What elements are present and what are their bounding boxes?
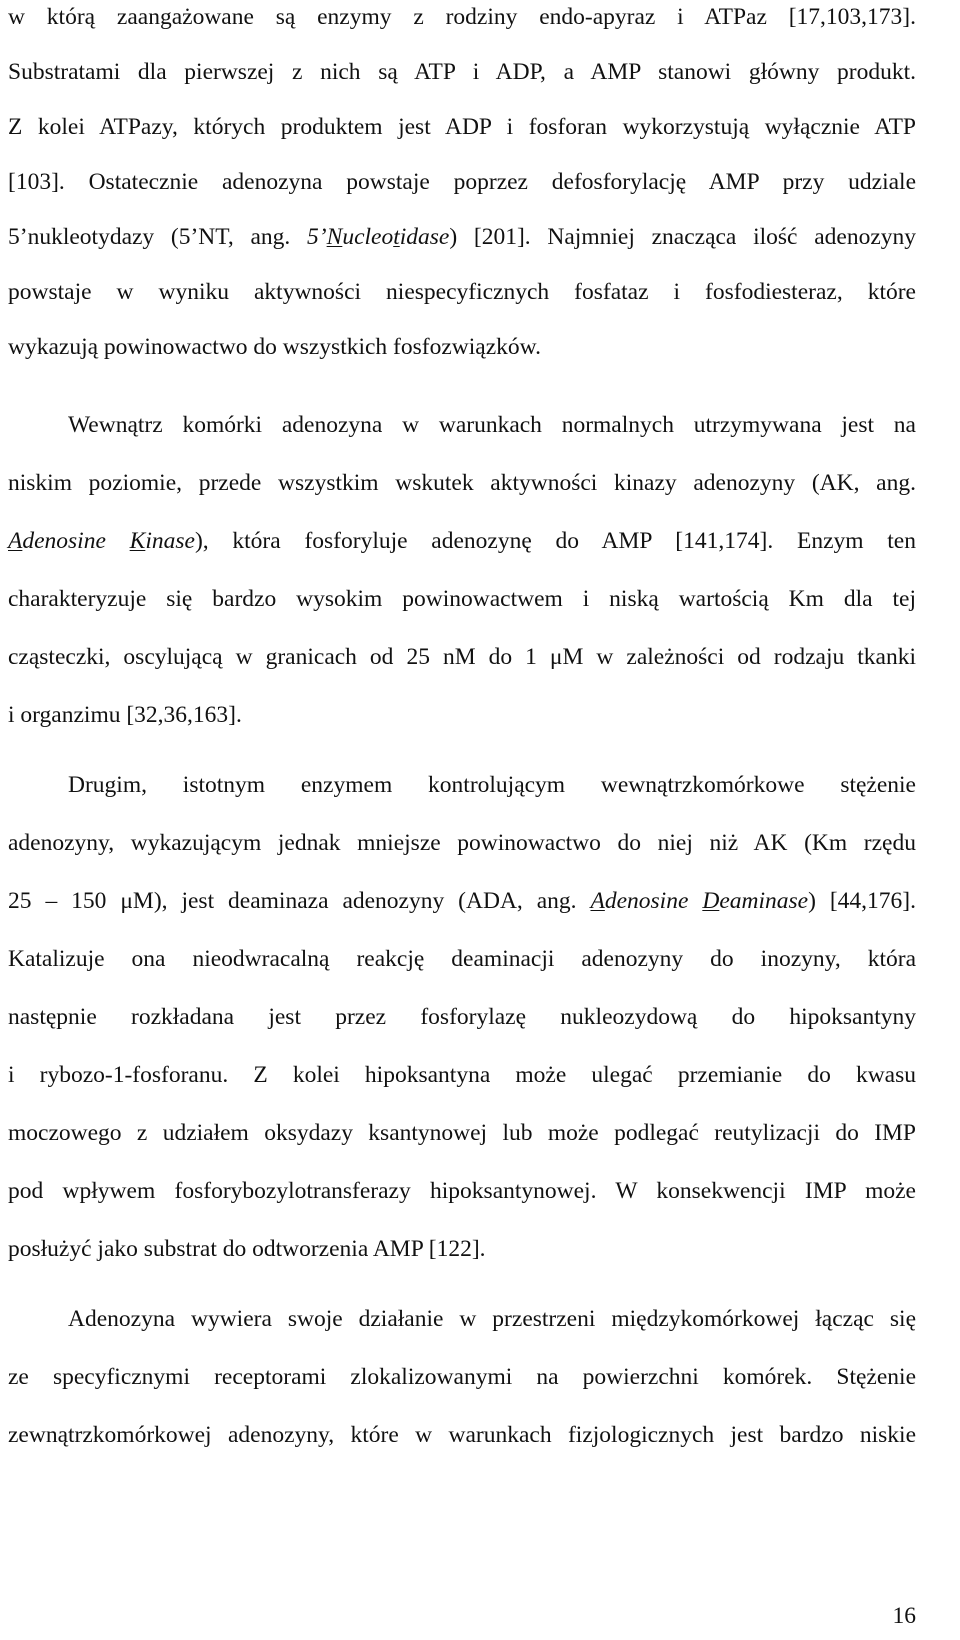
text-segment: 5’ (307, 224, 327, 250)
text-segment: Substratami dla pierwszej z nich są ATP i ADP, a AMP stanowi główny produkt. (8, 59, 916, 85)
text-line (8, 1002, 916, 1032)
text-segment: posłużyć jako substrat do odtworzenia AMP [122]. (8, 1236, 486, 1262)
text-segment: N (326, 224, 343, 250)
page-number: 16 (892, 1603, 916, 1629)
text-segment: denosine (22, 528, 130, 554)
text-segment: idase (399, 224, 450, 250)
text-segment: 25 – 150 μM), jest deaminaza adenozyny (ADA, ang. (8, 888, 591, 914)
text-segment: zewnątrzkomórkowej adenozyny, które w warunkach fizjologicznych jest bardzo niskie (8, 1422, 916, 1448)
text-segment: inase (145, 528, 195, 554)
text-segment: denosine (604, 888, 703, 914)
text-line (8, 222, 916, 252)
text-segment: ) [44,176]. (808, 888, 916, 914)
text-segment: cząsteczki, oscylującą w granicach od 25 nM do 1 μM w zależności od rodzaju tkanki (8, 644, 916, 670)
text-segment: t (393, 224, 400, 250)
text-segment: w którą zaangażowane są enzymy z rodziny endo-apyraz i ATPaz [17,103,173]. (8, 4, 916, 30)
text-line (8, 468, 916, 498)
text-segment: niskim poziomie, przede wszystkim wskutek aktywności kinazy adenozyny (AK, ang. (8, 470, 916, 496)
text-segment: ze specyficznymi receptorami zlokalizowanymi na powierzchni komórek. Stężenie (8, 1364, 916, 1390)
text-line (8, 700, 916, 730)
text-line (8, 526, 916, 556)
text-segment: ), która fosforyluje adenozynę do AMP [141,174]. Enzym ten (194, 528, 916, 554)
text-line (8, 828, 916, 858)
text-line (68, 1304, 916, 1334)
text-segment: [103]. Ostatecznie adenozyna powstaje poprzez defosforylację AMP przy udziale (8, 169, 916, 195)
text-segment: moczowego z udziałem oksydazy ksantynowej lub może podlegać reutylizacji do IMP (8, 1120, 916, 1146)
text-segment: i rybozo-1-fosforanu. Z kolei hipoksantyna może ulegać przemianie do kwasu (8, 1062, 916, 1088)
text-segment: wykazują powinowactwo do wszystkich fosfozwiązków. (8, 334, 541, 360)
text-line (8, 112, 916, 142)
text-segment: Adenozyna wywiera swoje działanie w przestrzeni międzykomórkowej łącząc się (68, 1306, 916, 1332)
text-line (8, 2, 916, 32)
text-line (8, 886, 916, 916)
text-segment: Drugim, istotnym enzymem kontrolującym wewnątrzkomórkowe stężenie (68, 772, 916, 798)
text-segment: powstaje w wyniku aktywności niespecyficznych fosfataz i fosfodiesteraz, które (8, 279, 916, 305)
text-segment: Z kolei ATPazy, których produktem jest ADP i fosforan wykorzystują wyłącznie ATP (8, 114, 916, 140)
text-segment: ) [201]. Najmniej znacząca ilość adenozyny (449, 224, 916, 250)
text-line (8, 332, 916, 362)
text-line (8, 57, 916, 87)
text-line (8, 584, 916, 614)
text-line (8, 1234, 916, 1264)
text-segment: następnie rozkładana jest przez fosforylazę nukleozydową do hipoksantyny (8, 1004, 916, 1030)
text-segment: Wewnątrz komórki adenozyna w warunkach normalnych utrzymywana jest na (68, 412, 916, 438)
text-segment: ucleo (342, 224, 394, 250)
text-line (68, 770, 916, 800)
text-segment: pod wpływem fosforybozylotransferazy hipoksantynowej. W konsekwencji IMP może (8, 1178, 916, 1204)
text-segment: i organzimu [32,36,163]. (8, 702, 242, 728)
text-line (8, 944, 916, 974)
text-line (8, 1118, 916, 1148)
text-segment: 5’nukleotydazy (5’NT, ang. (8, 224, 308, 250)
text-line (8, 1176, 916, 1206)
text-segment: K (129, 528, 146, 554)
text-line (8, 1060, 916, 1090)
text-line (68, 410, 916, 440)
text-line (8, 1362, 916, 1392)
text-segment: A (590, 888, 605, 914)
text-segment: A (8, 528, 23, 554)
text-segment: charakteryzuje się bardzo wysokim powinowactwem i niską wartością Km dla tej (8, 586, 916, 612)
text-segment: D (702, 888, 720, 914)
text-segment: eaminase (719, 888, 809, 914)
text-line (8, 642, 916, 672)
text-line (8, 167, 916, 197)
text-segment: Katalizuje ona nieodwracalną reakcję deaminacji adenozyny do inozyny, która (8, 946, 916, 972)
text-line (8, 277, 916, 307)
text-segment: adenozyny, wykazującym jednak mniejsze powinowactwo do niej niż AK (Km rzędu (8, 830, 916, 856)
text-line (8, 1420, 916, 1450)
